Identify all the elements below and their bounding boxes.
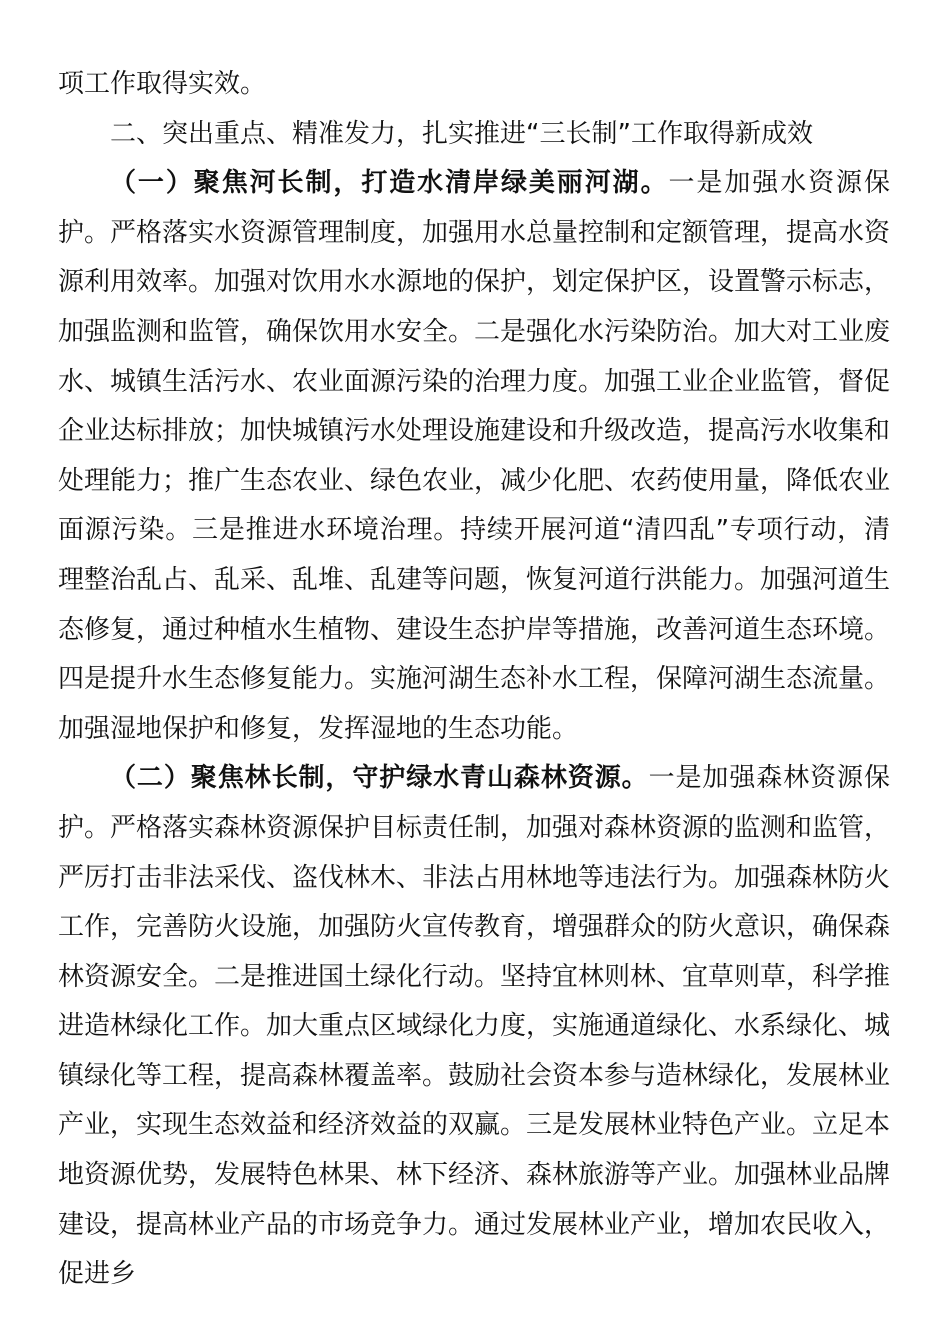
section-heading: 二、突出重点、精准发力，扎实推进“三长制”工作取得新成效 — [110, 118, 813, 149]
paragraph-lead: （二）聚焦林长制，守护绿水青山森林资源。 — [110, 763, 649, 794]
paragraph-river-chief — [58, 159, 890, 754]
paragraph-lead: （一）聚焦河长制，打造水清岸绿美丽河湖。 — [110, 168, 669, 199]
paragraph-body: 一是加强水资源保护。严格落实水资源管理制度，加强用水总量控制和定额管理，提高水资源利用效率。加强对饮用水水源地的保护，划定保护区，设置警示标志，加强监测和监管，确保饮用水安全。二是强化水污染防治。加大对工业废水、城镇生活污水、农业面源污染的治理力度。加强工业企业监管，督促企业达标排放；加快城镇污水处理设施建设和升级改造，提高污水收集和处理能力；推广生态农业、绿色农业，减少化肥、农药使用量，降低农业面源污染。三是推进水环境治理。持续开展河道“清四乱”专项行动，清理整治乱占、乱采、乱堆、乱建等问题，恢复河道行洪能力。加强河道生态修复，通过种植水生植物、建设生态护岸等措施，改善河道生态环境。四是提升水生态修复能力。实施河湖生态补水工程，保障河湖生态流量。加强湿地保护和修复，发挥湿地的生态功能。 — [58, 168, 891, 744]
paragraph-body: 一是加强森林资源保护。严格落实森林资源保护目标责任制，加强对森林资源的监测和监管，严厉打击非法采伐、盗伐林木、非法占用林地等违法行为。加强森林防火工作，完善防火设施，加强防火宣传教育，增强群众的防火意识，确保森林资源安全。二是推进国土绿化行动。坚持宜林则林、宜草则草，科学推进造林绿化工作。加大重点区域绿化力度，实施通道绿化、水系绿化、城镇绿化等工程，提高森林覆盖率。鼓励社会资本参与造林绿化，发展林业产业，实现生态效益和经济效益的双赢。三是发展林业特色产业。立足本地资源优势，发展特色林果、林下经济、森林旅游等产业。加强林业品牌建设，提高林业产品的市场竞争力。通过发展林业产业，增加农民收入，促进乡 — [58, 763, 891, 1290]
document-page — [58, 60, 890, 1300]
continuation-text: 项工作取得实效。 — [58, 69, 267, 99]
paragraph-forest-chief — [58, 754, 890, 1300]
